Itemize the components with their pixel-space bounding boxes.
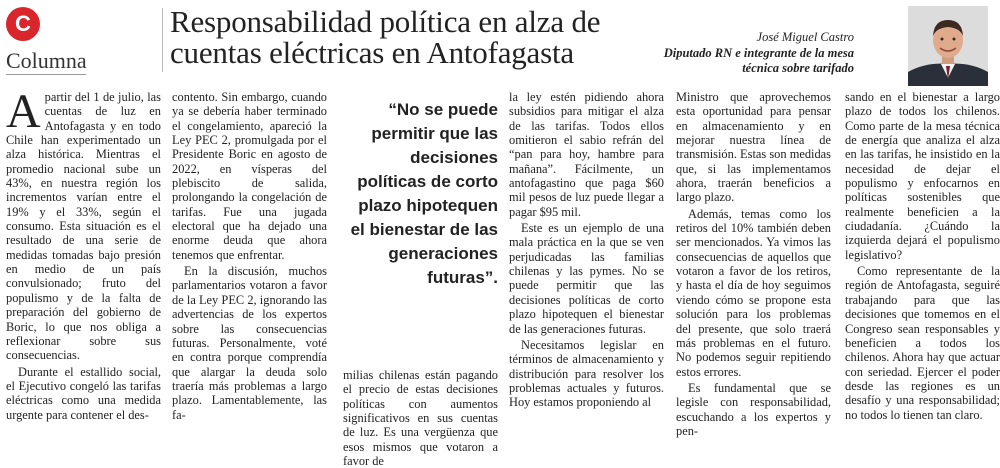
article-column-2 [172,90,327,422]
article-column-4 [509,90,664,410]
author-name: José Miguel Castro [756,30,854,44]
paragraph: Como representante de la región de Antofagasta, seguiré trabajando para que las decisiones que tomemos en el Congreso sean responsables y beneficien a todos los chilenos. Ahora hay que actuar con seriedad. Ejercer el poder desde las regiones es un desafío y una responsabilidad; no todos lo tienen tan claro. [845,264,1000,422]
article-column-5 [676,90,831,438]
article-column-3 [343,368,498,468]
paragraph: Necesitamos legislar en términos de almacenamiento y distribución para resolver los problemas actuales y futuros. Hoy estamos proponiendo al [509,337,664,410]
headline: Responsabilidad política en alza de cuentas eléctricas en Antofagasta [170,4,601,70]
article-column-1 [6,85,161,422]
paragraph: En la discusión, muchos parlamentarios votaron a favor de la Ley PEC 2, ignorando las advertencias de los expertos sobre las consecuencias futuras. Personalmente, voté en contra porque comprendía que alargar la deuda solo traería más problemas a largo plazo. Lamentablemente, las fa- [172,264,327,422]
paragraph [6,85,161,363]
paragraph: contento. Sin embargo, cuando ya se debería haber terminado el congelamiento, apareció la Ley PEC 2, promulgada por el Presidente Boric en agosto de 2022, en vísperas del plebiscito de salida, prolongando la congelación de tarifas. Fue una jugada electoral que ha dejado una enorme deuda que ahora tenemos que enfrentar. [172,90,327,262]
pull-quote: “No se puede permitir que las decisiones políticas de corto plazo hipotequen el bienestar de las generaciones futuras”. [350,100,498,287]
author-portrait-icon [908,6,988,86]
section-badge: C [6,7,40,41]
paragraph: Es fundamental que se legisle con responsabilidad, escuchando a los expertos y pen- [676,380,831,438]
paragraph: la ley estén pidiendo ahora subsidios para mitigar el alza de las tarifas. Todos ellos omitieron el sabio refrán del “pan para hoy, hambre para mañana”. Fácilmente, un antofagastino que paga $60 mil pesos de luz puede llegar a pagar $95 mil. [509,90,664,219]
author-role: Diputado RN e integrante de la mesa técnica sobre tarifado [663,46,854,75]
paragraph: Ministro que aprovechemos esta oportunidad para pensar en almacenamiento y en mejorar nuestra línea de transmisión. Estas son medidas que, si las implementamos ahora, traerán beneficios a largo plazo. [676,90,831,205]
paragraph-text: partir del 1 de julio, las cuentas de luz en Antofagasta y en todo Chile han experimentado un alza histórica. Mientras el promedio nacional sube un 43%, en nuestra región los incrementos varían entre el 19% y el 33%, según el consumo. Esta situación es el resultado de una serie de medidas tomadas bajo presión en medio de un país convulsionado; fruto del populismo y de la falta de preparación del gobierno de Boric, lo que nos obliga a reflexionar sobre sus consecuencias. [6,90,161,363]
paragraph: Este es un ejemplo de una mala práctica en la que se ven perjudicadas las familias chilenas y las pymes. No se puede permitir que las decisiones políticas de corto plazo hipotequen el bienestar de las generaciones futuras. [509,221,664,336]
section-label: Columna [6,48,87,73]
author-photo [908,6,988,86]
drop-cap: A [6,85,41,138]
paragraph: milias chilenas están pagando el precio de estas decisiones políticas con aumentos significativos en sus cuentas de luz. Es una vergüenza que esos mismos que votaron a favor de [343,368,498,468]
paragraph: Además, temas como los retiros del 10% también deben ser mencionados. Ya vimos las consecuencias de aquellos que votaron a favor de los retiros, y hasta el día de hoy seguimos viendo cómo se propone esta solución para los problemas del presente, que solo traerá más problemas en el futuro. No podemos seguir repitiendo estos errores. [676,206,831,379]
article-column-6 [845,90,1000,422]
paragraph: Durante el estallido social, el Ejecutivo congeló las tarifas eléctricas como una medida urgente para contener el des- [6,364,161,422]
header-divider [162,8,163,72]
section-divider [6,74,86,75]
paragraph: sando en el bienestar a largo plazo de todos los chilenos. Como parte de la mesa técnica de energía que analiza el alza en las tarifas, he insistido en la necesidad de dejar el populismo y enfocarnos en políticas sostenibles que realmente beneficien a la ciudadanía. ¿Cuándo la izquierda dejará el populismo legislativo? [845,90,1000,262]
